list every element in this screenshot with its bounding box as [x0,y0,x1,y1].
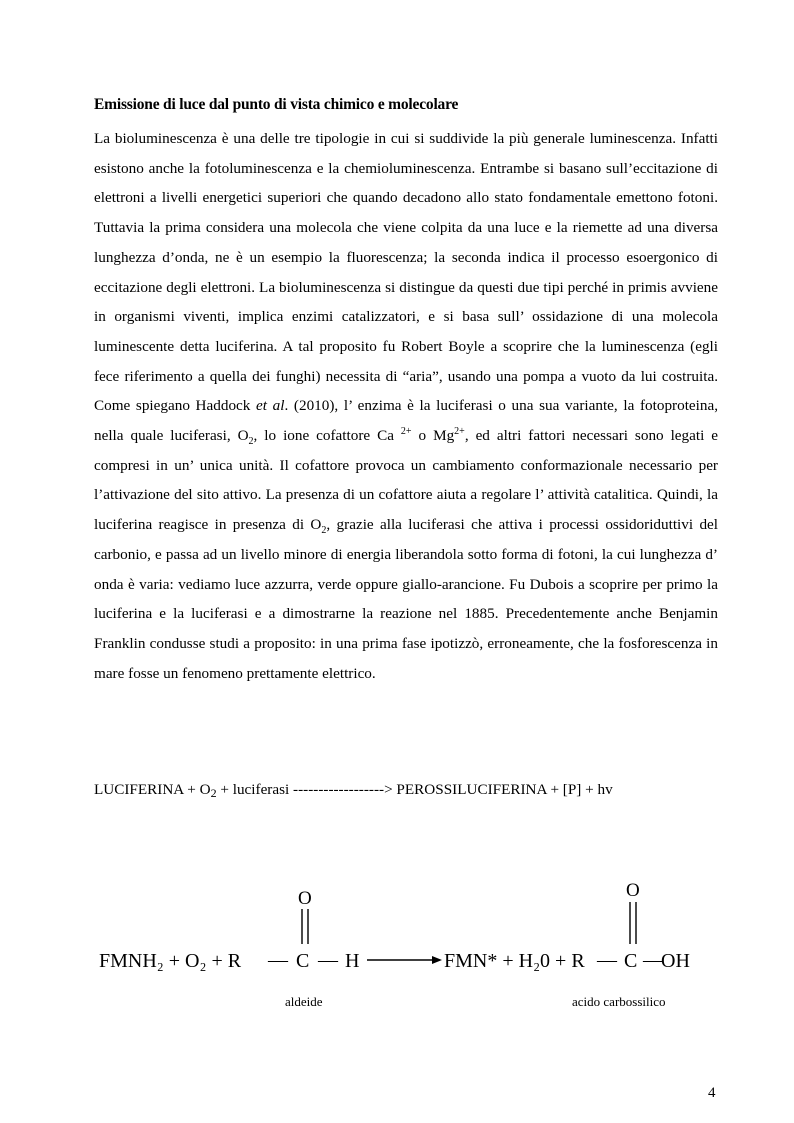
oxygen-right: O [626,880,640,901]
text-run: La bioluminescenza è una delle tre tipologie in cui si suddivide la più generale luminescenza. Infatti esistono anche la fotoluminescenza e la chemioluminescenza. Entrambe si basano sull’eccitazione di elettroni a livelli energetici superiori che quando decadono allo stato fondamentale emettono fotoni. Tuttavia la prima considera una molecola che viene colpita da una luce e la riemette ad una diversa lunghezza d’onda, ne è un esempio la fluorescenza; la seconda indica il processo esoergonico di eccitazione degli elettroni. La bioluminescenza si distingue da questi due tipi perché in primis avviene in organismi viventi, implica enzimi catalizzatori, e si basa sull’ ossidazione di una molecola luminescente detta luciferina. A tal proposito fu Robert Boyle a scoprire che la luminescenza (egli fece riferimento a quella dei funghi) necessita di “aria”, usando una pompa a vuoto da lui costruita. Come spiegano Haddock [94,130,718,415]
bond-dash: — [597,949,617,971]
text-run: , lo ione cofattore Ca [253,427,401,445]
equation-part: + luciferasi ------------------> PEROSSILUCIFERINA + [P] + hv [216,781,613,798]
aldehyde-label: aldeide [285,994,323,1009]
text-run: o Mg [411,427,455,445]
carboxylic-acid-label: acido carbossilico [572,994,666,1009]
superscript: 2+ [400,425,412,437]
text-run: . (2010), l’ enzima è la luciferasi o una sua variante, la fotoproteina, nella quale luciferasi, O [94,397,719,445]
carbon-left: C [296,950,310,972]
carbon-right: C [624,950,638,972]
reaction-diagram [0,870,794,1030]
equation-subscript: 2 [210,786,217,800]
text-run: , grazie alla luciferasi che attiva i processi ossidoriduttivi del carbonio, e passa ad un livello minore di energia liberandola sotto forma di fotoni, la cui lunghezza d’ onda è varia: vediamo luce azzurra, verde oppure giallo-arancione. Fu Dubois a scoprire per primo la luciferina e la luciferasi e a dimostrarne la reazione nel 1885. Precedentemente anche Benjamin Franklin condusse studi a proposito: in una prima fase ipotizzò, erroneamente, che la fosforescenza in mare fosse un fenomeno prettamente elettrico. [94,516,718,682]
luciferin-equation [94,781,613,799]
body-paragraph [94,124,718,688]
bond-dash: — [268,949,288,971]
arrow-head-icon [432,956,442,964]
text-run-italic: et al [256,397,285,415]
text-run: , ed altri fattori necessari sono legati e compresi in un’ unica unità. Il cofattore provoca un cambiamento conformazionale necessario per l’attivazione del sito attivo. La presenza di un cofattore aiuta a regolare l’ attività catalitica. Quindi, la luciferina reagisce in presenza di O [94,427,719,534]
oxygen-left: O [298,888,312,909]
hydrogen: H [345,950,360,972]
page-number: 4 [708,1085,716,1101]
subscript: 2 [248,436,254,448]
bond-dash: — [318,949,338,971]
superscript: 2+ [454,425,465,437]
section-heading: Emissione di luce dal punto di vista chimico e molecolare [94,96,459,113]
bond-dash: — [643,949,663,971]
hydroxyl: OH [661,950,690,972]
products-text: FMN* + H₂0 + R [444,950,585,972]
subscript: 2 [321,525,327,537]
equation-part: LUCIFERINA + O [94,781,211,798]
reactants-text: FMNH₂ + O₂ + R [99,950,242,972]
